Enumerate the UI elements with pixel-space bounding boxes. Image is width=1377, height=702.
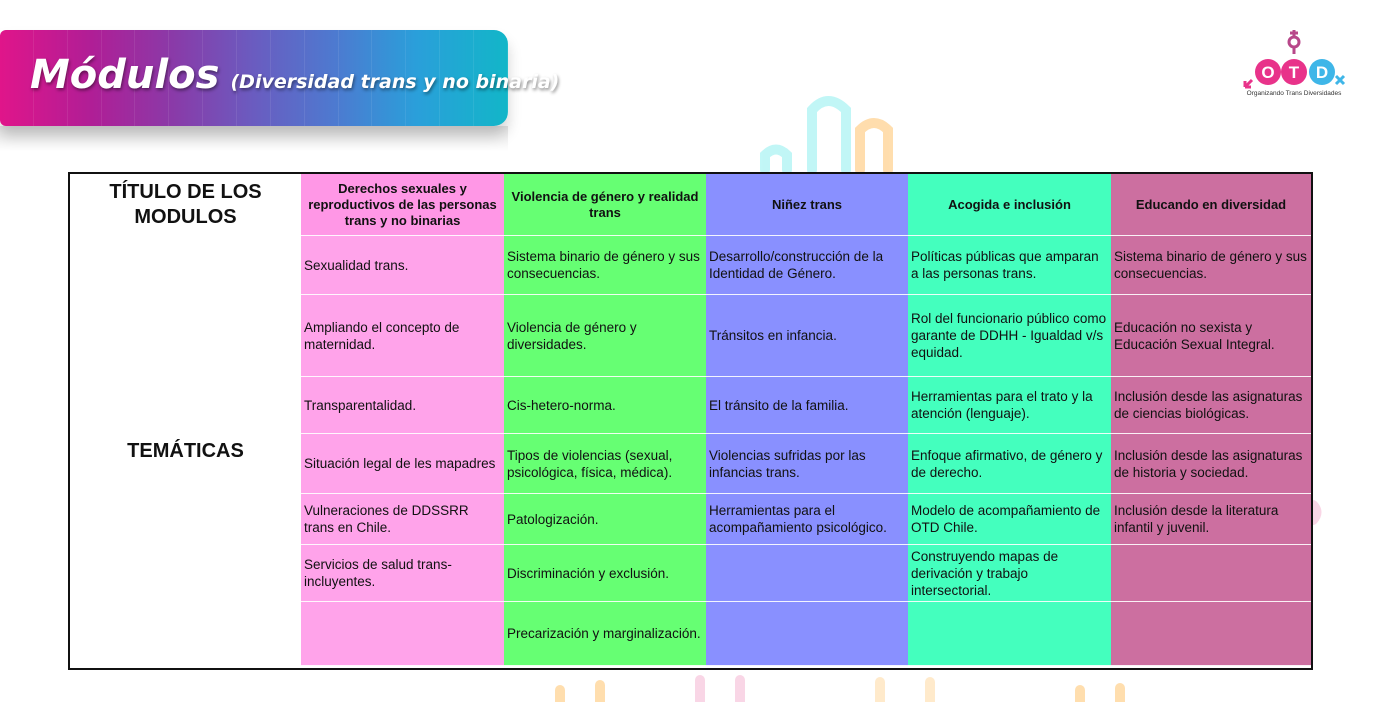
banner-shadow xyxy=(0,126,508,152)
table-cell: Servicios de salud trans-incluyentes. xyxy=(301,545,504,602)
page-title xyxy=(30,52,559,98)
table-cell: Inclusión desde las asignaturas de historia y sociedad. xyxy=(1111,434,1311,494)
table-cell: Tipos de violencias (sexual, psicológica, física, médica). xyxy=(504,434,706,494)
column-header-acogida: Acogida e inclusión xyxy=(908,174,1111,236)
table-cell: Modelo de acompañamiento de OTD Chile. xyxy=(908,494,1111,545)
column-header-ninez: Niñez trans xyxy=(706,174,908,236)
table-cell xyxy=(301,602,504,666)
page-title-main: Módulos xyxy=(30,52,220,98)
table-cell: Ampliando el concepto de maternidad. xyxy=(301,295,504,377)
table-cell: Patologización. xyxy=(504,494,706,545)
table-cell: Discriminación y exclusión. xyxy=(504,545,706,602)
table-cell xyxy=(706,602,908,666)
modules-table xyxy=(68,172,1313,670)
table-cell: Violencia de género y diversidades. xyxy=(504,295,706,377)
logo-caption: Organizando Trans Diversidades xyxy=(1246,90,1342,97)
table-cell: Inclusión desde las asignaturas de ciencias biológicas. xyxy=(1111,377,1311,434)
table-cell: Vulneraciones de DDSSRR trans en Chile. xyxy=(301,494,504,545)
table-cell: El tránsito de la familia. xyxy=(706,377,908,434)
table-cell xyxy=(908,602,1111,666)
logo-letter-t: T xyxy=(1288,63,1300,82)
gender-symbol-icon xyxy=(1289,30,1299,54)
table-cell: Sistema binario de género y sus consecuencias. xyxy=(504,236,706,295)
table-cell: Situación legal de les mapadres xyxy=(301,434,504,494)
logo-letter-d: D xyxy=(1315,63,1329,82)
table-cell: Rol del funcionario público como garante de DDHH - Igualdad v/s equidad. xyxy=(908,295,1111,377)
logo-letter-o: O xyxy=(1261,63,1275,82)
table-cell: Enfoque afirmativo, de género y de derecho. xyxy=(908,434,1111,494)
table-cell: Sexualidad trans. xyxy=(301,236,504,295)
table-cell: Transparentalidad. xyxy=(301,377,504,434)
table-cell: Herramientas para el trato y la atención (lenguaje). xyxy=(908,377,1111,434)
table-cell: Cis-hetero-norma. xyxy=(504,377,706,434)
table-cell xyxy=(1111,545,1311,602)
row-label-tematicas: TEMÁTICAS xyxy=(70,236,301,666)
table-cell: Violencias sufridas por las infancias trans. xyxy=(706,434,908,494)
column-header-derechos: Derechos sexuales y reproductivos de las personas trans y no binarias xyxy=(301,174,504,236)
table-cell: Desarrollo/construcción de la Identidad de Género. xyxy=(706,236,908,295)
title-banner xyxy=(0,30,560,126)
table-cell: Políticas públicas que amparan a las personas trans. xyxy=(908,236,1111,295)
column-header-educando: Educando en diversidad xyxy=(1111,174,1311,236)
table-cell: Inclusión desde la literatura infantil y juvenil. xyxy=(1111,494,1311,545)
table-cell: Herramientas para el acompañamiento psicológico. xyxy=(706,494,908,545)
table-cell xyxy=(706,545,908,602)
column-header-violencia: Violencia de género y realidad trans xyxy=(504,174,706,236)
corner-header: TÍTULO DE LOS MODULOS xyxy=(70,174,301,236)
table-cell: Educación no sexista y Educación Sexual Integral. xyxy=(1111,295,1311,377)
table-cell: Sistema binario de género y sus consecuencias. xyxy=(1111,236,1311,295)
table-cell: Tránsitos en infancia. xyxy=(706,295,908,377)
table-cell xyxy=(1111,602,1311,666)
table-cell: Construyendo mapas de derivación y trabajo intersectorial. xyxy=(908,545,1111,602)
table-cell: Precarización y marginalización. xyxy=(504,602,706,666)
page-subtitle: (Diversidad trans y no binaria) xyxy=(230,71,560,93)
